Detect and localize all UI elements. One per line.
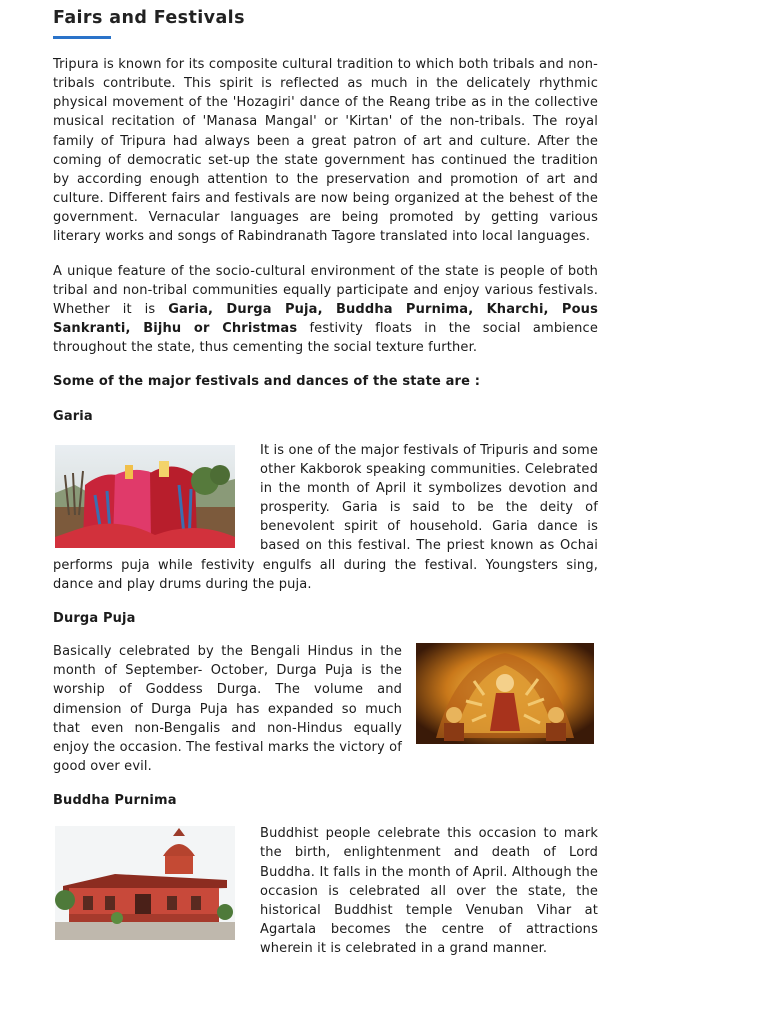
section-heading-durga-puja: Durga Puja [53, 610, 136, 626]
title-underline [53, 36, 111, 39]
intro-paragraph-2 [53, 262, 598, 358]
buddha-purnima-description: Buddhist people celebrate this occasion to mark the birth, enlightenment and death of Lord Buddha. It falls in the month of April. Although the occasion is celebrated all over the state, the historical Buddhist temple Venuban Vihar at Agartala becomes the centre of attractions wherein it is celebrated in a grand manner. [260, 826, 598, 957]
garia-description: It is one of the major festivals of Tripuris and some other Kakborok speaking communities. Celebrated in the month of April it symbolizes devotion and prosperity. Garia is said to be the deity of benevolent spirit of household. Garia dance is based on this festival. The priest known as Ochai performs puja while festivity engulfs all during the festival. Youngsters sing, dance and play drums during the puja. [53, 442, 598, 592]
section-buddha-purnima [53, 824, 598, 958]
section-garia [53, 441, 598, 594]
section-heading-garia: Garia [53, 408, 93, 424]
garia-festival-photo [55, 445, 235, 548]
durga-idol-photo [416, 643, 594, 744]
intro-paragraph-1: Tripura is known for its composite cultural tradition to which both tribals and non-tribals contribute. This spirit is reflected as much in the delicately rhythmic physical movement of the 'Hozagiri' dance of the Reang tribe as in the collective musical recitation of 'Manasa Mangal' or 'Kirtan' of the non-tribals. The royal family of Tripura had always been a great patron of art and culture. After the coming of democratic set-up the state government has continued the tradition by according enough attention to the preservation and promotion of art and culture. Different fairs and festivals are now being organized at the behest of the government. Vernacular languages are being promoted by getting various literary works and songs of Rabindranath Tagore translated into local languages. [53, 57, 598, 245]
page-title: Fairs and Festivals [53, 8, 245, 28]
article-body [53, 55, 598, 958]
intro-paragraph-2-start: A unique feature of the socio-cultural environment of the state is people of both tribal and non-tribal communities equally participate and enjoy various festivals. Whether it is [53, 263, 598, 317]
durga-puja-description: Basically celebrated by the Bengali Hindus in the month of September- October, Durga Puja is the worship of Goddess Durga. The volume and dimension of Durga Puja has expanded so much that even non-Bengalis and non-Hindus equally enjoy the occasion. The festival marks the victory of good over evil. [53, 644, 402, 774]
section-heading-buddha-purnima: Buddha Purnima [53, 793, 177, 809]
festivals-heading: Some of the major festivals and dances of the state are : [53, 374, 481, 390]
buddhist-temple-photo [55, 826, 235, 940]
festival-list-text: Garia, Durga Puja, Buddha Purnima, Kharchi, Pous Sankranti, Bijhu or Christmas [53, 301, 598, 337]
intro-paragraph-2-end: festivity floats in the social ambience throughout the state, thus cementing the social texture further. [53, 321, 598, 356]
section-durga-puja [53, 642, 598, 776]
